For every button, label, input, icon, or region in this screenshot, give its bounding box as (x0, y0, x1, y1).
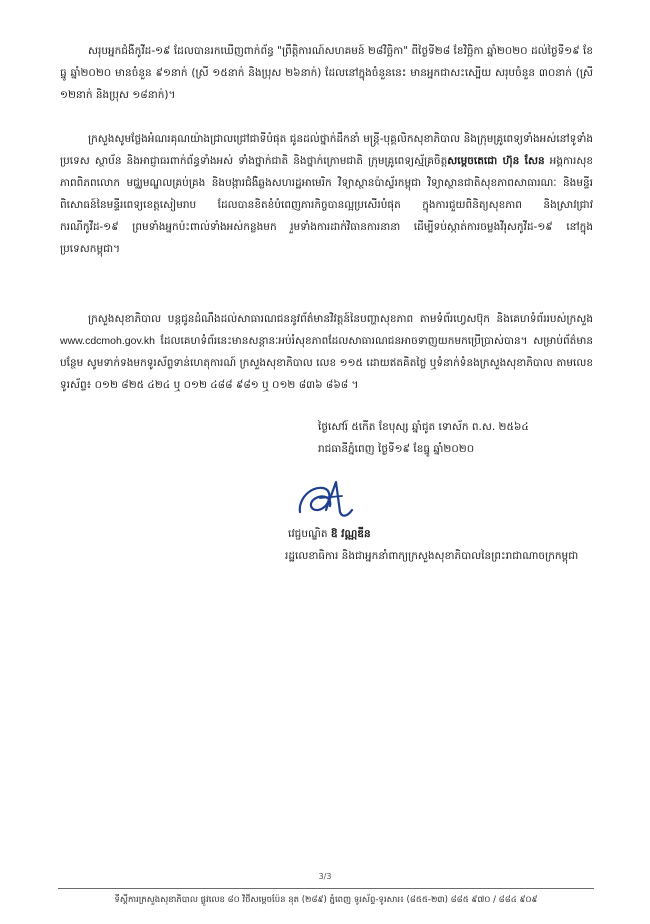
acknowledgement-text-b: អង្គការសុខភាពពិភពលោក មជ្ឈមណ្ឌលគ្រប់គ្រង និងបង្ការជំងឺឆ្លងសហរដ្ឋអាមេរិក វិទ្យាស្ថានប៉ាស្ទ័រកម្ពុជា វិទ្យាស្ថានជាតិសុខភាពសាធារណៈ និងមន្ទីរពិសោធន៍នៃមន្ទីរពេទ្យខេត្តសៀមរាប ដែលបានខិតខំបំពេញភារកិច្ចបានល្អប្រសើរបំផុត ក្នុងការជួយពិនិត្យសុខភាព និងស្រាវជ្រាវករណីកូវីដ-១៩ ព្រមទាំងអ្នកប៉ះពាល់ទាំងអស់កន្លងមក រួមទាំងការដាក់វិធានការនានា ដើម្បីទប់ស្កាត់ការចម្លងវីរុសកូវីដ-១៩ នៅក្នុងប្រទេសកម្ពុជា។ (60, 155, 593, 255)
footer-address: ទីស្តីការក្រសួងសុខាភិបាល ផ្លូវលេខ ៨០ វិថីសម្ដេចប៉ែន នុត (២៨៩) ភ្នំពេញ ទូរស័ព្ទ-ទូរសារ៖ (៨៥៥-២៣) ៨៨៥ ៩៧០ / ៨៨៤ ៩០៩ (114, 895, 538, 905)
date-block (318, 416, 529, 460)
website-link[interactable]: www.cdcmoh.gov.kh (60, 335, 155, 347)
signer-name-bold: ឱ វណ្ណឌីន (330, 528, 371, 540)
page-number: 3/3 (318, 872, 332, 881)
case-summary-text: សរុបអ្នកជំងឺកូវីដ-១៩ ដែលបានរកឃើញពាក់ព័ន្ធ "ព្រឹត្តិការណ៍សហគមន៍ ២៨វិច្ឆិកា" ពីថ្ងៃទី២៨ ខែវិច្ឆិកា ឆ្នាំ២០២០ ដល់ថ្ងៃទី១៩ ខែធ្នូ ឆ្នាំ២០២០ មានចំនួន ៩១នាក់ (ស្រី ១៥នាក់ និងប្រុស ២៦នាក់) ដែលនៅក្នុងចំនួននេះ មានអ្នកជាសះស្បើយ សរុបចំនួន ៣០នាក់ (ស្រី ១២នាក់ និងប្រុស ១៨នាក់)។ (60, 45, 593, 101)
footer-divider (58, 888, 594, 889)
information-text-a: ក្រសួងសុខាភិបាល បន្តជូនដំណឹងដល់សាធារណជននូវព័ត៌មានវិវត្តន៍នៃបញ្ហាសុខភាព តាមទំព័រហ្វេសប៊ុក និងគេហទំព័ររបស់ក្រសួង (88, 313, 593, 325)
acknowledgement-text-a: ក្រសួងសូមថ្លែងអំណរគុណយ៉ាងជ្រាលជ្រៅជាទីបំផុត ជូនដល់ថ្នាក់ដឹកនាំ មន្ត្រី-បុគ្គលិកសុខាភិបាល និងក្រុមគ្រូពេទ្យទាំងអស់នៅទូទាំងប្រទេស ស្ថាប័ន និងអាជ្ញាធរពាក់ព័ន្ធទាំងអស់ ទាំងថ្នាក់ជាតិ និងថ្នាក់ក្រោមជាតិ ក្រុមគ្រូពេទ្យស្ម័គ្រចិត្ត (60, 133, 593, 167)
paragraph-case-summary (60, 40, 593, 106)
signer-prefix: វេជ្ជបណ្ឌិត (288, 528, 331, 540)
signer-title: រដ្ឋលេខាធិការ និងជាអ្នកនាំពាក្យក្រសួងសុខាភិបាលនៃព្រះរាជាណាចក្រកម្ពុជា (285, 550, 579, 562)
information-text-b: ដែលគេហទំព័រនេះមានសន្តានៈអប់រំសុខភាពដែលសាធារណជនអាចទាញយកមកប្រើប្រាស់បាន។ សម្រាប់ព័ត៌មានបន្ថែម សូមទាក់ទងមកទូរស័ព្ទទាន់ហេតុការណ៍ ក្រសួងសុខាភិបាល លេខ ១១៥ ដោយឥតគិតថ្លៃ ឬទំនាក់ទំនងក្រសួងសុខាភិបាល តាមលេខទូរស័ព្ទ៖ ០១២ ៨២៥ ៤២៤ ឬ ០១២ ៤៨៨ ៩៨១ ឬ ០១២ ៨៣៦ ៨៦៨ ។ (60, 335, 593, 391)
signer-name (288, 524, 371, 544)
paragraph-acknowledgement (60, 128, 593, 260)
handwritten-signature-icon (290, 476, 360, 526)
lunar-date: ថ្ងៃសៅរ៍ ៥កើត ខែបុស្ស ឆ្នាំជូត ទោស័ក ព.ស. ២៥៦៤ (318, 421, 529, 433)
solar-date: រាជធានីភ្នំពេញ ថ្ងៃទី១៩ ខែធ្នូ ឆ្នាំ២០២០ (318, 443, 475, 455)
acknowledgement-bold-name: សម្តេចតេជោ ហ៊ុន សែន (447, 155, 545, 167)
paragraph-information (60, 308, 593, 396)
